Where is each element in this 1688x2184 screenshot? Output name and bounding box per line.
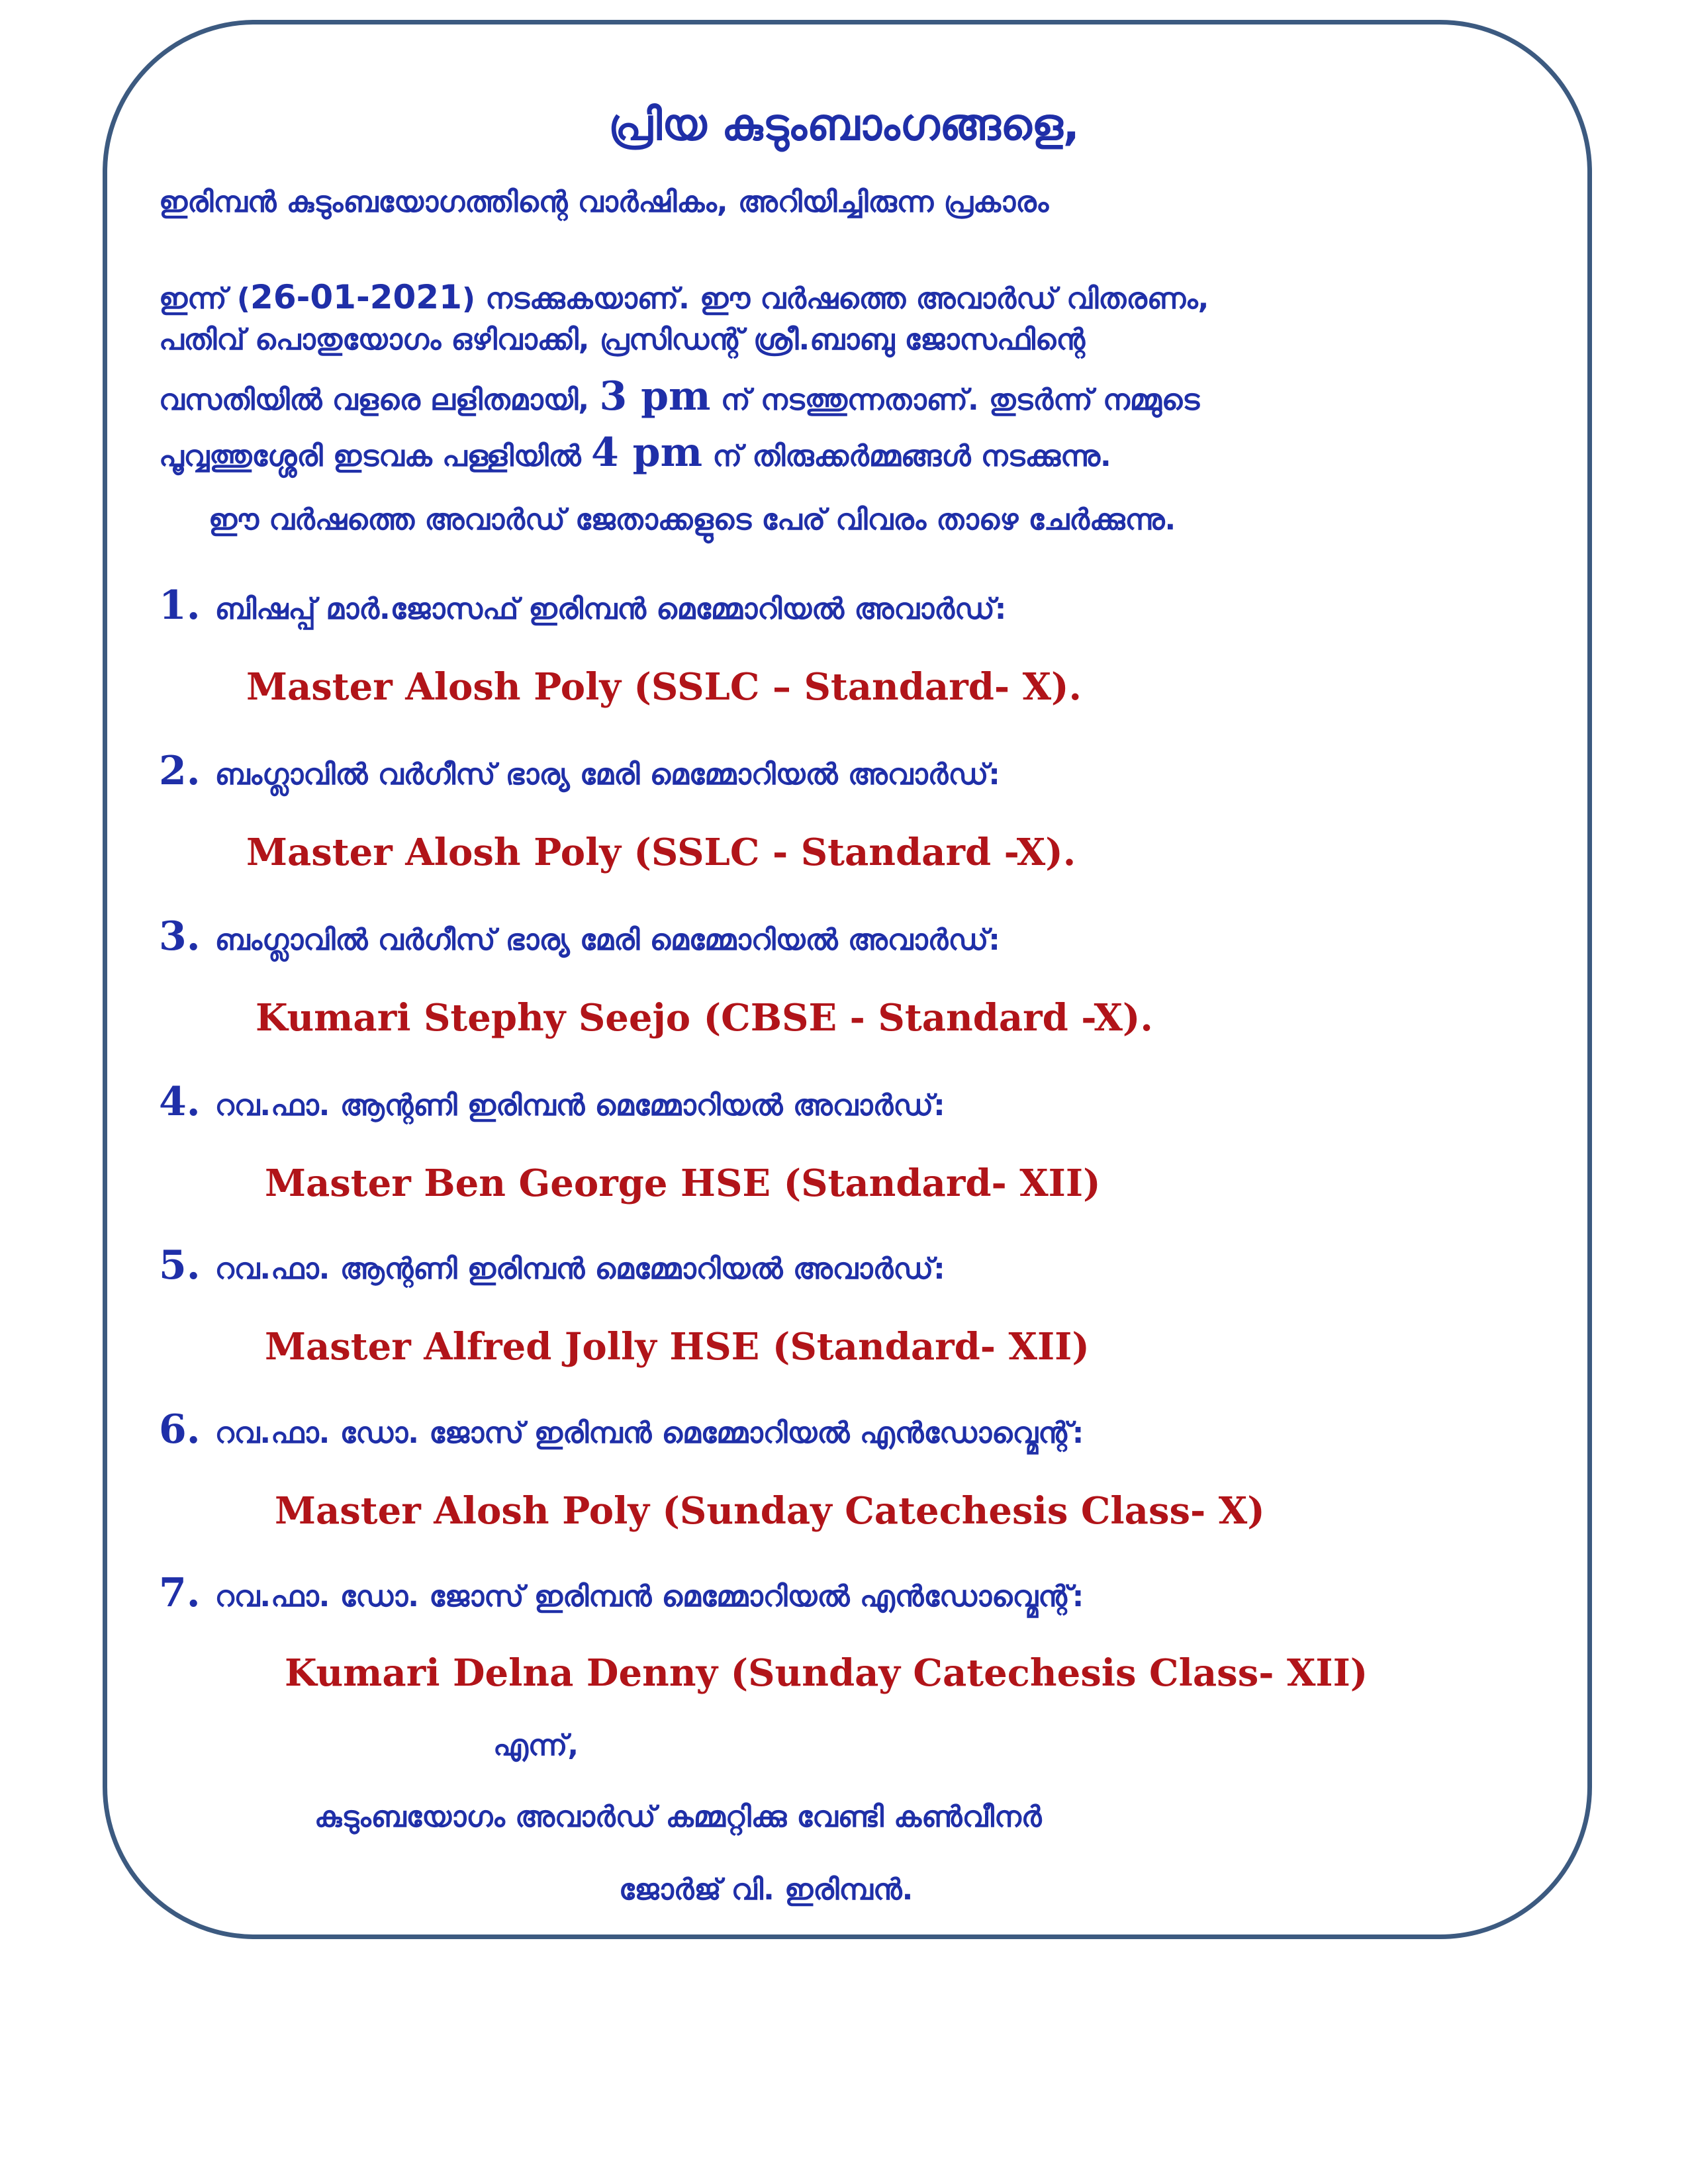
award-number: 5. [159,1242,201,1289]
award-title-2 [159,748,1000,794]
event-time-1: 3 pm [599,373,711,420]
award-title-4 [159,1079,945,1125]
award-number: 7. [159,1570,201,1616]
award-number: 4. [159,1079,201,1125]
award-title-6 [159,1406,1084,1453]
greeting-heading: പ്രിയ കുടുംബാംഗങ്ങളെ, [608,99,1080,150]
award-title-text: റവ.ഫാ. ഡോ. ജോസ് ഇരിമ്പൻ മെമ്മോറിയൽ എൻഡോവ്മെന്റ്: [214,1416,1084,1450]
award-number: 3. [159,913,201,960]
award-number: 6. [159,1406,201,1453]
signoff-closing: എന്ന്, [493,1729,579,1762]
award-title-text: ബംഗ്ലാവിൽ വർഗീസ് ഭാര്യ മേരി മെമ്മോറിയൽ അവാർഡ്: [214,758,1000,792]
event-time-2: 4 pm [590,430,703,476]
signoff-committee: കുടുംബയോഗം അവാർഡ് കമ്മറ്റിക്കു വേണ്ടി കൺവീനർ [314,1800,1042,1834]
intro-line-2-post: ) നടക്കുകയാണ്. ഈ വർഷത്തെ അവാർഡ് വിതരണം, [461,282,1209,316]
award-title-text: റവ.ഫാ. ഡോ. ജോസ് ഇരിമ്പൻ മെമ്മോറിയൽ എൻഡോവ്മെന്റ്: [214,1580,1084,1614]
award-winner-7: Kumari Delna Denny (Sunday Catechesis Class- XII) [285,1651,1368,1695]
award-title-3 [159,913,1000,960]
award-winner-5: Master Alfred Jolly HSE (Standard- XII) [265,1325,1090,1369]
intro-line-1: ഇരിമ്പൻ കുടുംബയോഗത്തിന്റെ വാർഷികം, അറിയിച്ചിരുന്ന പ്രകാരം [159,185,1049,219]
award-winner-3: Kumari Stephy Seejo (CBSE - Standard -X). [256,996,1153,1040]
award-number: 1. [159,582,201,629]
intro-line-5-post: ന് തിരുക്കർമ്മങ്ങൾ നടക്കുന്നു. [702,439,1111,473]
award-title-7 [159,1570,1084,1616]
award-title-text: ബംഗ്ലാവിൽ വർഗീസ് ഭാര്യ മേരി മെമ്മോറിയൽ അവാർഡ്: [214,923,1000,957]
award-winner-1: Master Alosh Poly (SSLC – Standard- X). [246,665,1082,709]
signoff-name: ജോർജ് വി. ഇരിമ്പൻ. [619,1873,914,1907]
award-title-text: റവ.ഫാ. ആന്റണി ഇരിമ്പൻ മെമ്മോറിയൽ അവാർഡ്: [214,1089,945,1122]
award-winner-2: Master Alosh Poly (SSLC - Standard -X). [246,831,1076,874]
award-title-5 [159,1242,945,1289]
intro-line-5 [159,424,1111,486]
intro-line-3: പതിവ് പൊതുയോഗം ഒഴിവാക്കി, പ്രസിഡന്റ് ശ്രീ.ബാബു ജോസഫിന്റെ [159,323,1086,357]
award-winner-4: Master Ben George HSE (Standard- XII) [265,1161,1101,1205]
intro-line-4 [159,367,1199,430]
award-title-text: ബിഷപ്പ് മാർ.ജോസഫ് ഇരിമ്പൻ മെമ്മോറിയൽ അവാർഡ്: [214,592,1007,626]
event-date: 26-01-2021 [250,278,462,316]
award-winner-6: Master Alosh Poly (Sunday Catechesis Class- X) [275,1489,1265,1533]
award-title-text: റവ.ഫാ. ആന്റണി ഇരിമ്പൻ മെമ്മോറിയൽ അവാർഡ്: [214,1252,945,1286]
award-number: 2. [159,748,201,794]
intro-line-4-pre: വസതിയിൽ വളരെ ലളിതമായി, [159,383,600,417]
intro-line-4-post: ന് നടത്തുന്നതാണ്. തുടർന്ന് നമ്മുടെ [710,383,1200,417]
intro-line-2-pre: ഇന്ന് ( [159,282,251,316]
intro-line-6: ഈ വർഷത്തെ അവാർഡ് ജേതാക്കളുടെ പേര് വിവരം താഴെ ചേർക്കുന്നു. [209,503,1176,537]
award-title-1 [159,582,1006,629]
intro-line-5-pre: പൂവ്വത്തുശ്ശേരി ഇടവക പള്ളിയിൽ [159,439,591,473]
